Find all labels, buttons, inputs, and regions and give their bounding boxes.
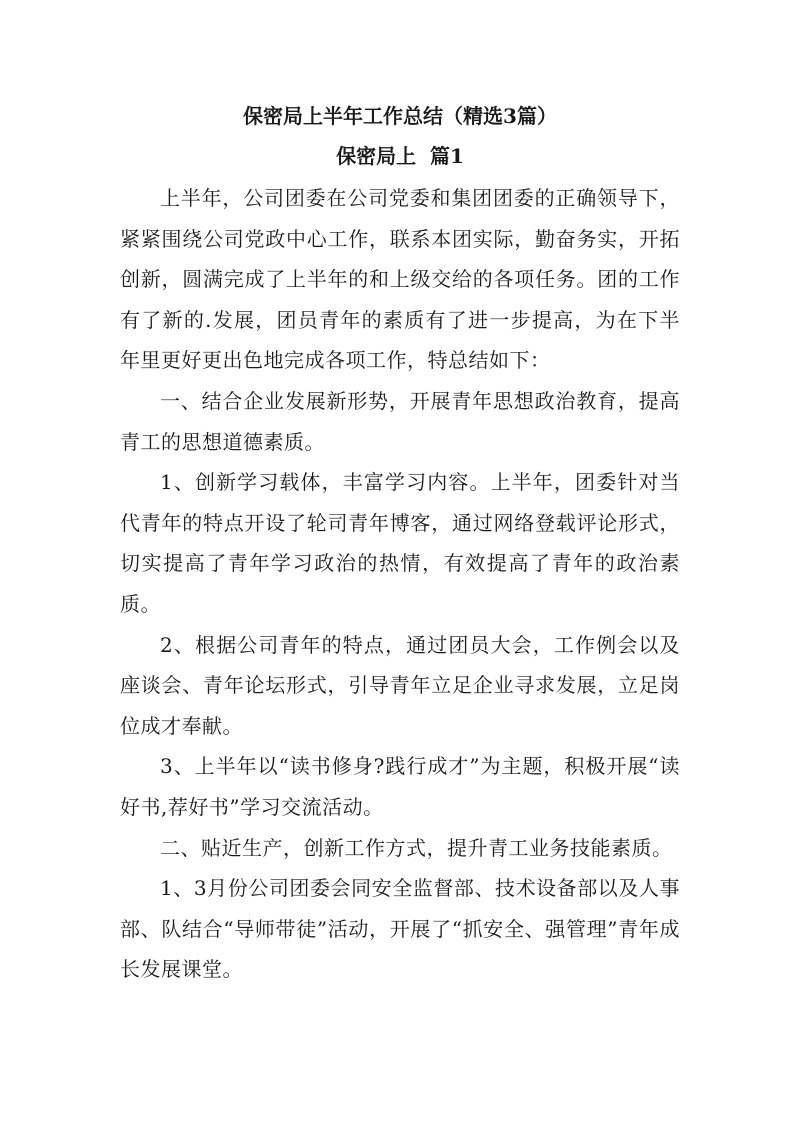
paragraph-item-2: 2、根据公司青年的特点，通过团员大会，工作例会以及座谈会、青年论坛形式，引导青年立足企业寻求发展，立足岗位成才奉献。 xyxy=(120,632,680,738)
document-title: 保密局上半年工作总结（精选3篇） xyxy=(243,104,557,128)
paragraph-section-one-heading: 一、结合企业发展新形势，开展青年思想政治教育，提高青工的思想道德素质。 xyxy=(120,388,680,454)
document-body xyxy=(120,96,680,990)
paragraph-item-3: 3、上半年以“读书修身?践行成才”为主题，积极开展“读好书,荐好书”学习交流活动。 xyxy=(120,754,680,819)
section-heading: 保密局上 篇1 xyxy=(336,144,464,168)
paragraph-section-two-heading: 二、贴近生产，创新工作方式，提升青工业务技能素质。 xyxy=(160,835,673,860)
paragraph-intro: 上半年，公司团委在公司党委和集团团委的正确领导下，紧紧围绕公司党政中心工作，联系本团实际，勤奋务实，开拓创新，圆满完成了上半年的和上级交给的各项任务。团的工作有了新的.发展，团员青年的素质有了进一步提高，为在下半年里更好更出色地完成各项工作，特总结如下： xyxy=(120,186,680,373)
paragraph-item-2-1: 1、3月份公司团委会同安全监督部、技术设备部以及人事部、队结合“导师带徒”活动，开展了“抓安全、强管理”青年成长发展课堂。 xyxy=(120,876,680,982)
paragraph-item-1: 1、创新学习载体，丰富学习内容。上半年，团委针对当代青年的特点开设了轮司青年博客，通过网络登载评论形式，切实提高了青年学习政治的热情，有效提高了青年的政治素质。 xyxy=(120,470,680,616)
